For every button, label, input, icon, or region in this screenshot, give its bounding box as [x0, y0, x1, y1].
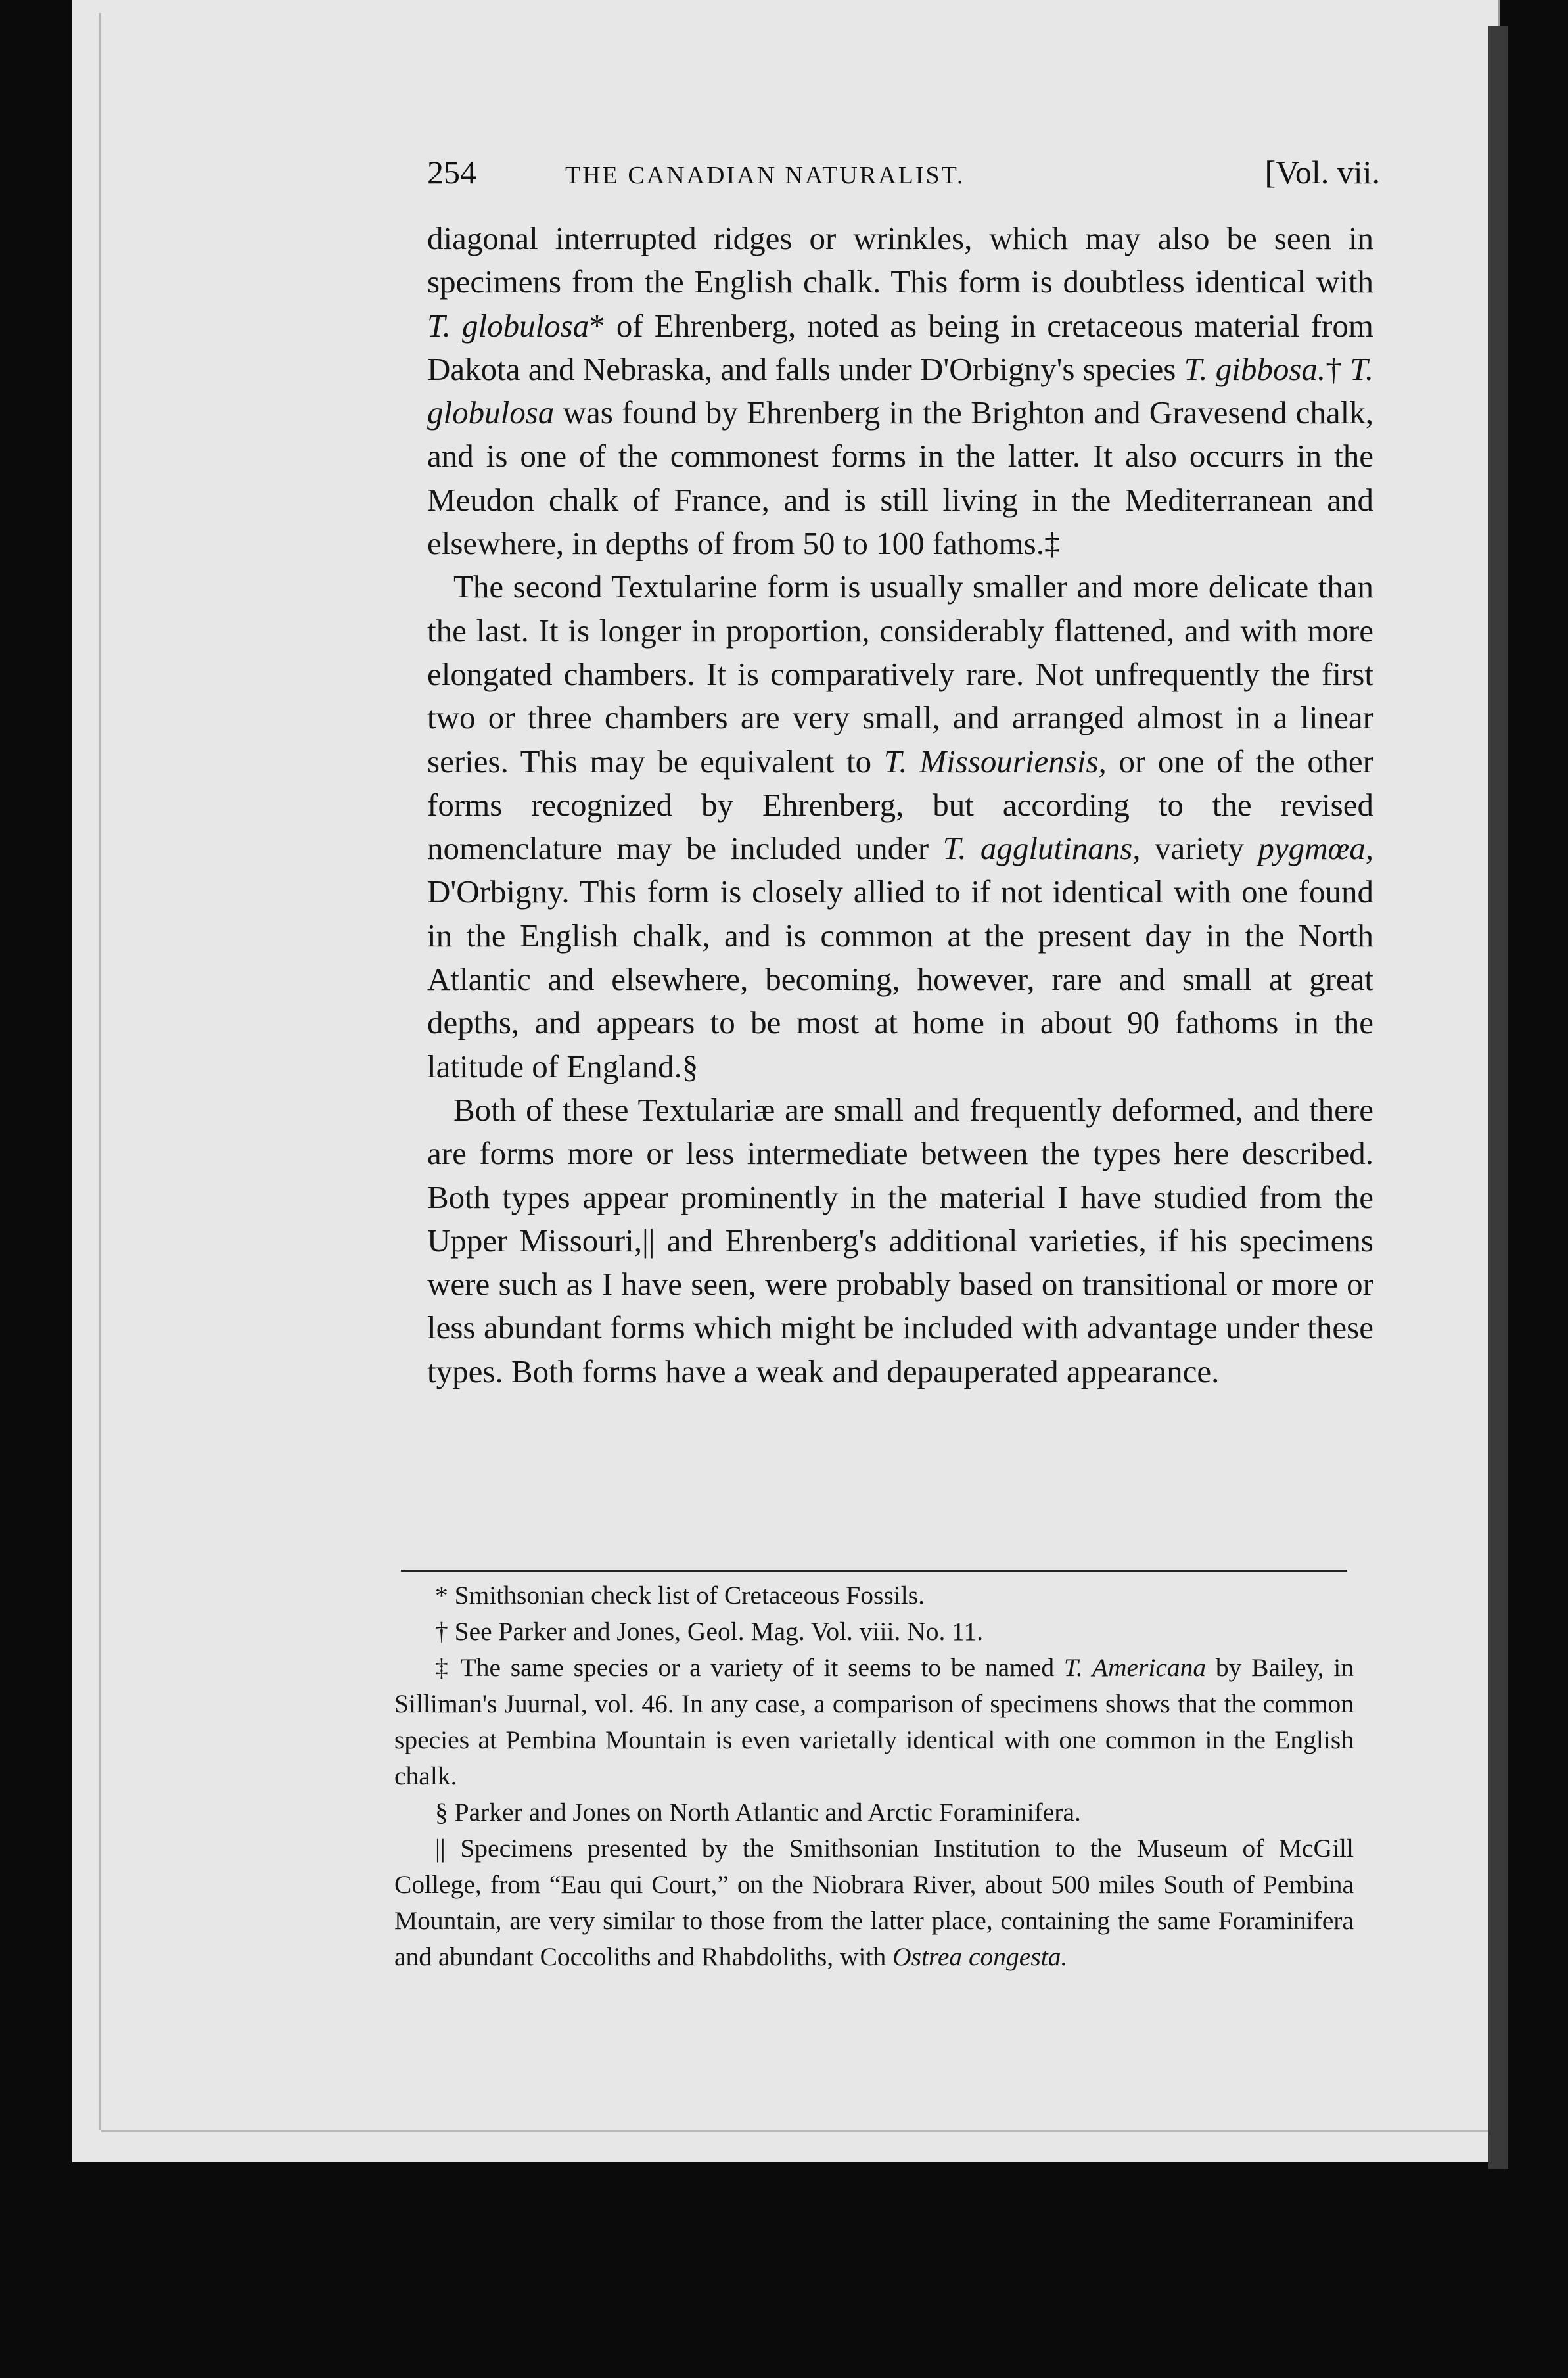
page-number: 254	[427, 154, 476, 191]
text-run: * of Ehrenberg, noted as being in cretaceous material from Dakota and Nebraska, and falls under D'Orbigny's species	[427, 307, 1373, 387]
paragraph-3: Both of these Textulariæ are small and frequently deformed, and there are forms more or less intermediate between the types here described. Both types appear prominently in the material I have studied from the Upper Missouri,|| and Ehrenberg's additional varieties, if his specimens were such as I have seen, were probably based on transitional or more or less abundant forms which might be included with advantage under these types. Both forms have a weak and depauperated appearance.	[427, 1091, 1373, 1389]
text-run: diagonal interrupted ridges or wrinkles, which may also be seen in specimens from the English chalk. This form is doubtless identical with	[427, 220, 1373, 300]
footnote-rule	[401, 1570, 1347, 1572]
footnote-3	[394, 1650, 1354, 1794]
text-run: ‡ The same species or a variety of it seems to be named	[435, 1653, 1064, 1682]
footnote-2: † See Parker and Jones, Geol. Mag. Vol. viii. No. 11.	[435, 1617, 984, 1646]
journal-title: THE CANADIAN NATURALIST.	[565, 162, 965, 189]
volume-label: [Vol. vii.	[1264, 154, 1380, 191]
species-name: T. globulosa	[427, 350, 1373, 431]
species-name: pygmœa,	[1258, 830, 1373, 867]
species-name: Ostrea congesta.	[892, 1942, 1068, 1971]
text-run: or one of the other forms recognized by Ehrenberg, but according to the revised nomenclature may be included under	[427, 743, 1373, 867]
text-run: by Bailey, in Silliman's Juurnal, vol. 46. In any case, a comparison of specimens shows that the common species at Pembina Mountain is even varietally identical with one common in the English chalk.	[394, 1653, 1354, 1790]
paragraph-2	[427, 565, 1373, 1088]
text-run: variety	[1140, 830, 1258, 867]
species-name: T. agglutinans,	[942, 830, 1141, 867]
body-text	[427, 217, 1373, 1393]
text-run: || Specimens presented by the Smithsonian Institution to the Museum of McGill College, from “Eau qui Court,” on the Niobrara River, about 500 miles South of Pembina Mountain, are very similar to those from the latter place, containing the same Foraminifera and abundant Coccoliths and Rhabdoliths, with	[394, 1834, 1354, 1971]
species-name: T. Americana	[1063, 1653, 1207, 1682]
page-edge-shadow	[1488, 26, 1508, 2169]
text-run: D'Orbigny. This form is closely allied to if not identical with one found in the English chalk, and is common at the present day in the North Atlantic and elsewhere, becoming, however, rare and small at great depths, and appears to be most at home in about 90 fathoms in the latitude of England.§	[427, 874, 1373, 1084]
footnote-1: * Smithsonian check list of Cretaceous Fossils.	[435, 1581, 925, 1610]
footnotes	[394, 1577, 1354, 1975]
footnote-5	[394, 1830, 1354, 1975]
species-name: T. Missouriensis,	[883, 743, 1107, 780]
text-run: was found by Ehrenberg in the Brighton and Gravesend chalk, and is one of the commonest forms in the latter. It also occurrs in the Meudon chalk of France, and is still living in the Mediterranean and elsewhere, in depths of from 50 to 100 fathoms.‡	[427, 394, 1373, 562]
text-run: The second Textularine form is usually smaller and more delicate than the last. It is longer in proportion, considerably flattened, and with more elongated chambers. It is comparatively rare. Not unfrequently the first two or three chambers are very small, and arranged almost in a linear series. This may be equivalent to	[427, 569, 1373, 780]
species-name: T. gibbosa.	[1184, 350, 1326, 387]
text-run: †	[1326, 350, 1350, 387]
page-border-left	[99, 13, 101, 2130]
page-border-bottom	[101, 2130, 1508, 2132]
species-name: T. globulosa	[427, 307, 589, 344]
paragraph-1	[427, 217, 1373, 565]
footnote-4: § Parker and Jones on North Atlantic and Arctic Foraminifera.	[435, 1798, 1081, 1827]
running-header	[355, 148, 1380, 200]
